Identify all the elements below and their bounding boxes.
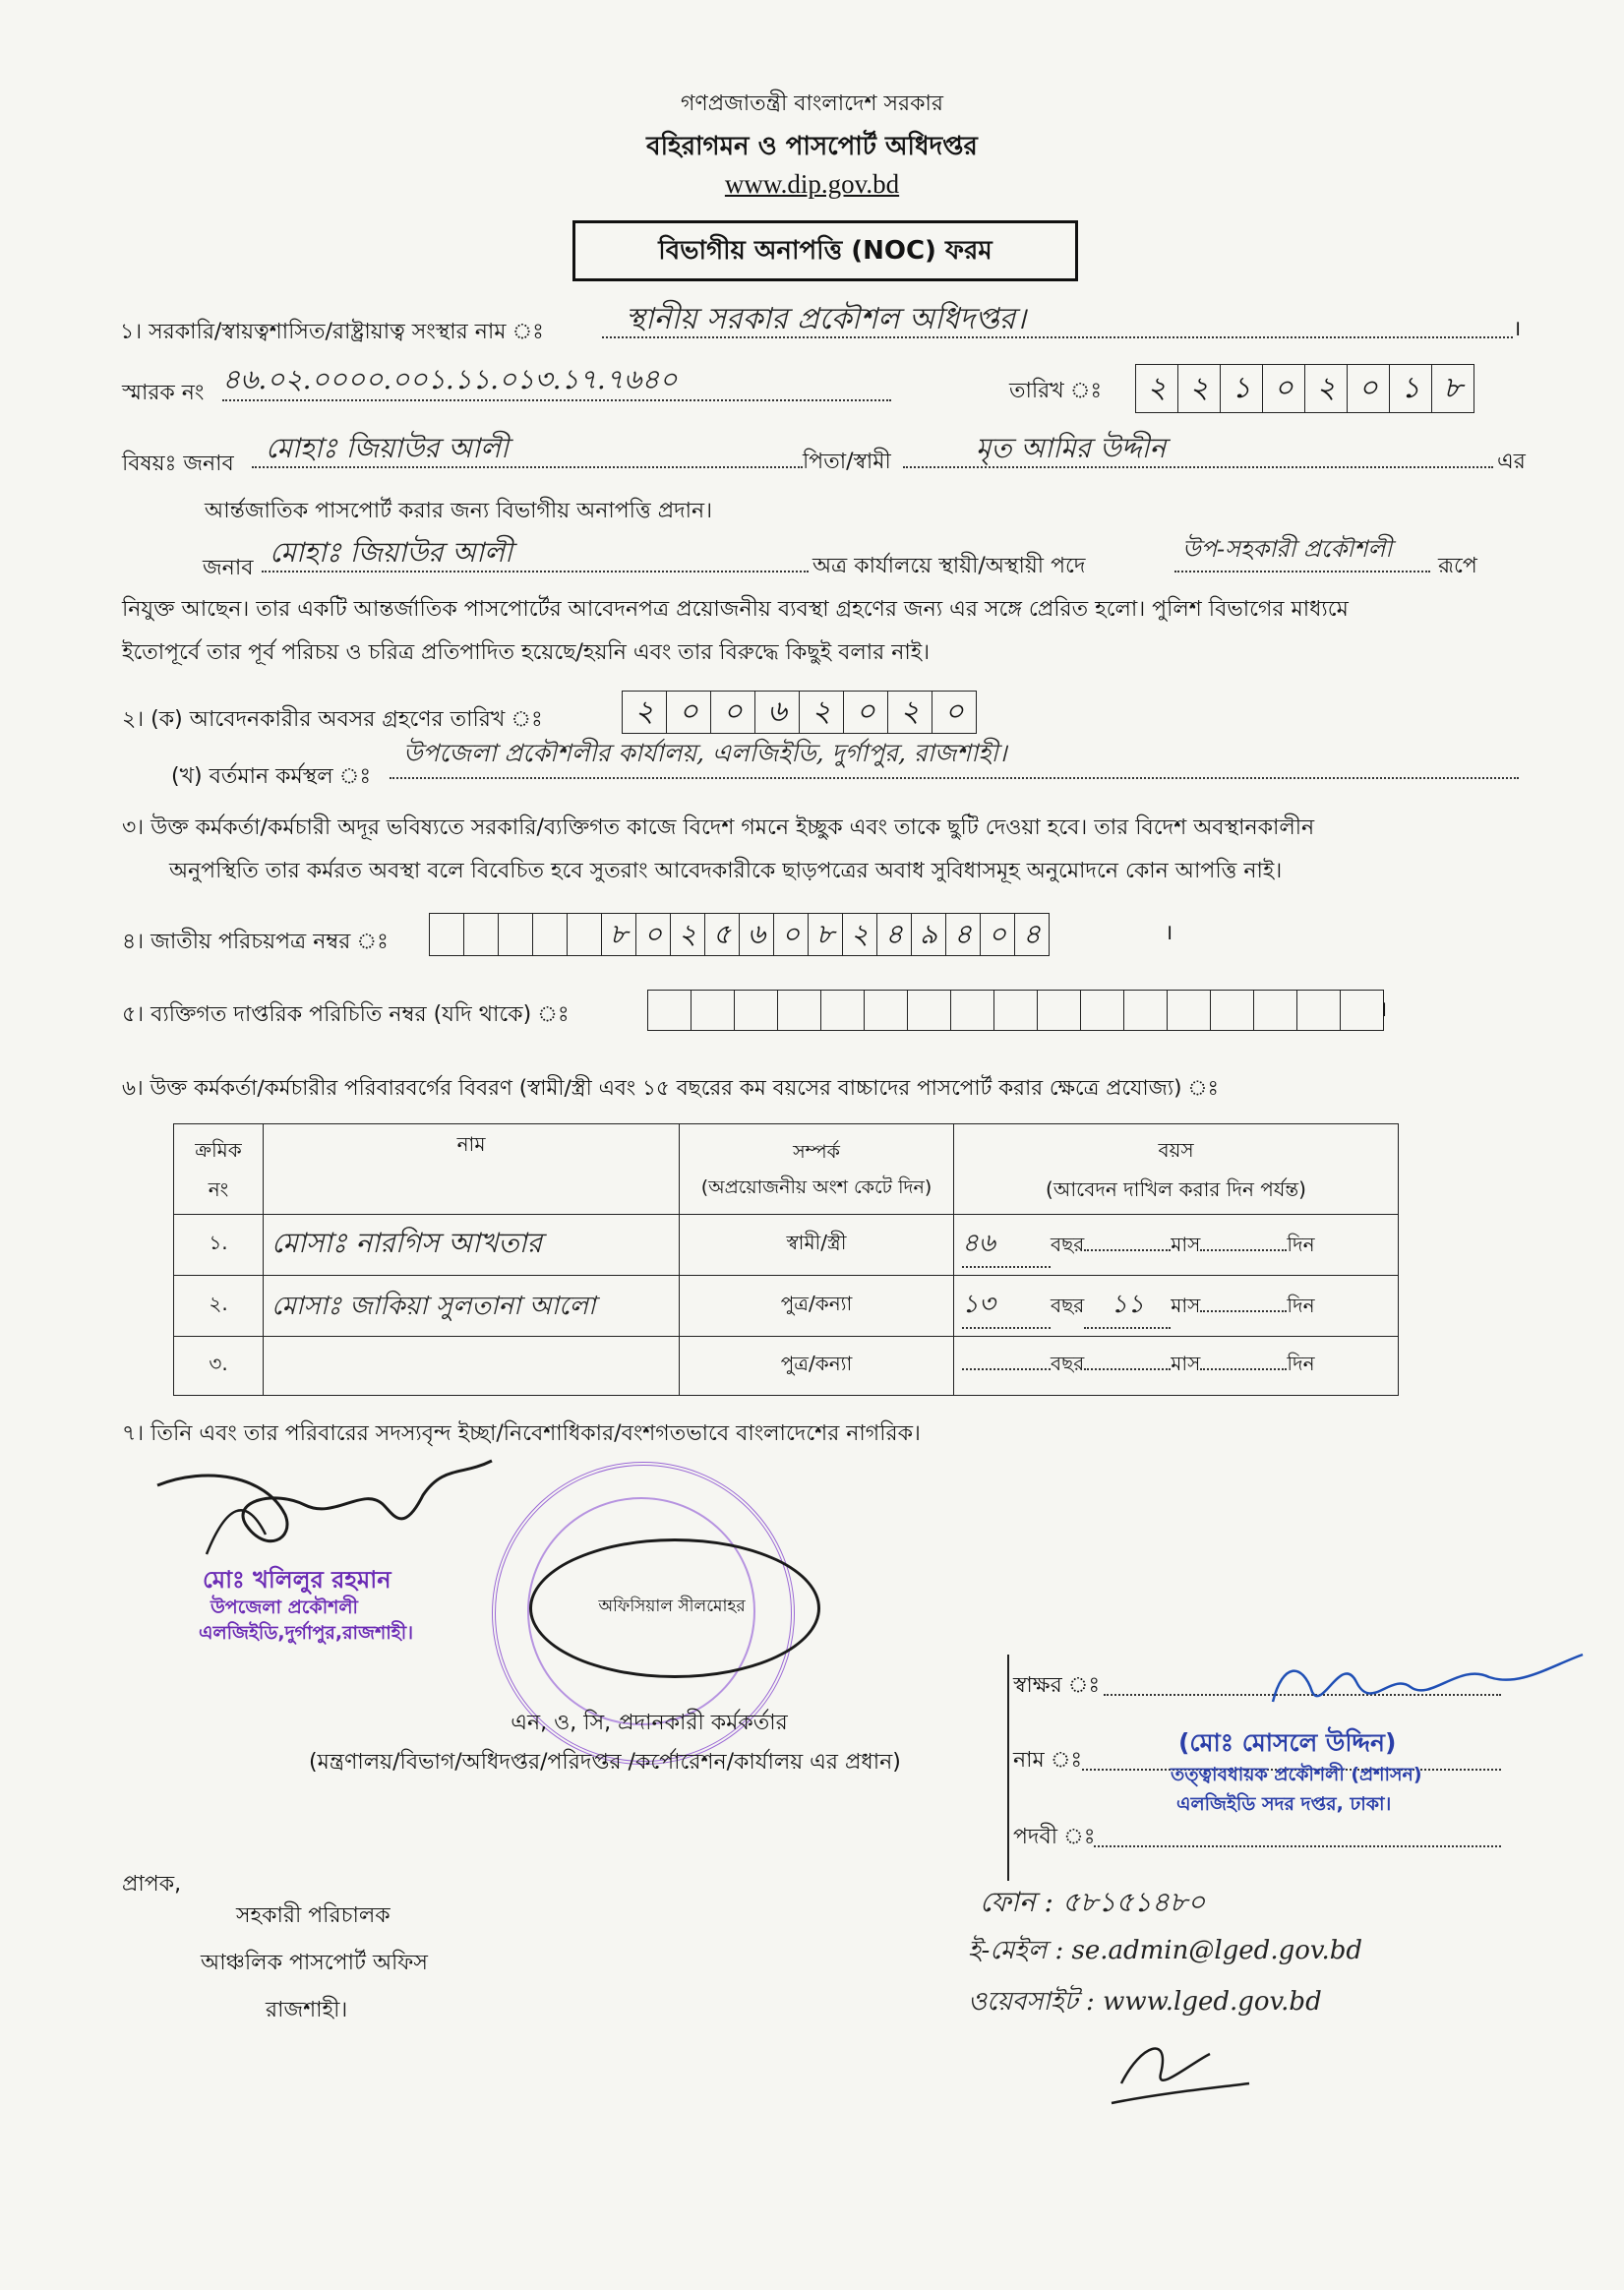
row-name[interactable] — [264, 1337, 680, 1396]
row-relation[interactable]: স্বামী/স্ত্রী — [680, 1215, 954, 1276]
year-label: বছর — [1051, 1232, 1085, 1256]
retirement-digit: ০ — [711, 691, 755, 734]
subject-name-field[interactable]: মোহাঃ জিয়াউর আলী — [252, 427, 803, 468]
day-label: দিন — [1287, 1352, 1315, 1375]
dept-header: বহিরাগমন ও পাসপোর্ট অধিদপ্তর — [646, 132, 978, 161]
table-row — [174, 1337, 1399, 1396]
personal-id-cell — [692, 990, 735, 1031]
date-label: তারিখ ঃ — [1009, 379, 1103, 403]
subject-label: বিষয়ঃ জনাব — [122, 452, 234, 476]
month-label: মাস — [1171, 1293, 1201, 1317]
left-signature — [148, 1446, 502, 1574]
subject-line2: আর্ন্তজাতিক পাসপোর্ট করার জন্য বিভাগীয় অনাপত্তি প্রদান। — [205, 499, 713, 523]
nid-cells[interactable] — [429, 913, 1050, 954]
right-stamp-name: (মোঃ মোসলে উদ্দিন) — [1178, 1728, 1397, 1757]
personal-id-cell — [908, 990, 951, 1031]
contact-email: ই-মেইল : se.admin@lged.gov.bd — [968, 1936, 1363, 1965]
nid-digit: ৪ — [877, 913, 912, 956]
personal-id-cell — [1211, 990, 1254, 1031]
personal-id-cell — [951, 990, 994, 1031]
row-age[interactable] — [954, 1215, 1399, 1276]
recipient-line1: সহকারী পরিচালক — [236, 1903, 391, 1928]
nid-digit: ৮ — [809, 913, 843, 956]
personal-id-cell — [778, 990, 821, 1031]
table-header-row — [174, 1124, 1399, 1215]
retirement-digit: ২ — [622, 691, 667, 734]
age-header-2: (আবেদন দাখিল করার দিন পর্যন্ত) — [1046, 1176, 1306, 1201]
issuer-line2: (মন্ত্রণালয়/বিভাগ/অধিদপ্তর/পরিদপ্তর /কর্পোরেশন/কার্যালয় এর প্রধান) — [309, 1750, 901, 1775]
gov-header: গণপ্রজাতন্ত্রী বাংলাদেশ সরকার — [680, 91, 944, 116]
para-mid: অত্র কার্যালয়ে স্থায়ী/অস্থায়ী পদে — [812, 554, 1086, 578]
col-serial — [174, 1124, 264, 1215]
col-name: নাম — [264, 1124, 680, 1215]
nid-digit: ৮ — [602, 913, 636, 956]
issuer-line1: এন, ও, সি, প্রদানকারী কর্মকর্তার — [511, 1711, 788, 1735]
nid-digit: ৯ — [912, 913, 946, 956]
personal-id-cell — [1038, 990, 1081, 1031]
post-sign-field[interactable] — [1094, 1820, 1501, 1847]
contact-phone: ফোন : ৫৮১৫১৪৮০ — [980, 1886, 1206, 1918]
age-days — [1200, 1249, 1287, 1251]
nid-digit: ২ — [671, 913, 705, 956]
retirement-digit: ০ — [667, 691, 711, 734]
retirement-digit: ৬ — [755, 691, 800, 734]
age-days — [1200, 1368, 1287, 1370]
personal-id-cell — [821, 990, 865, 1031]
nid-digit — [499, 913, 533, 956]
personal-id-cell — [865, 990, 908, 1031]
recipient-line2: আঞ্চলিক পাসপোর্ট অফিস — [201, 1951, 428, 1975]
nid-digit: ৫ — [705, 913, 740, 956]
para-line3: ইতোপূর্বে তার পূর্ব পরিচয় ও চরিত্র প্রতিপাদিত হয়েছে/হয়নি এবং তার বিরুদ্ধে কিছুই বলার নাই। — [122, 640, 931, 665]
left-stamp-name: মোঃ খলিলুর রহমান — [203, 1566, 391, 1594]
table-row — [174, 1276, 1399, 1337]
post-field[interactable]: উপ-সহকারী প্রকৌশলী — [1174, 531, 1430, 572]
personal-id-cell — [1341, 990, 1384, 1031]
item5-end: । — [1379, 997, 1388, 1022]
row-name[interactable]: মোসাঃ নারগিস আখতার — [264, 1215, 680, 1276]
memo-label: স্মারক নং — [122, 381, 205, 405]
year-label: বছর — [1051, 1293, 1085, 1317]
item4-end: । — [1165, 921, 1173, 945]
item6-label: ৬। উক্ত কর্মকর্তা/কর্মচারীর পরিবারবর্গের বিবরণ (স্বামী/স্ত্রী এবং ১৫ বছরের কম বয়সের বাচ্চাদের পাসপোর্ট করার ক্ষেত্রে প্রযোজ্য) ঃ — [122, 1076, 1220, 1101]
seal-label: অফিসিয়াল সীলমোহর — [598, 1597, 746, 1616]
nid-digit: ০ — [774, 913, 809, 956]
father-name-field[interactable]: মৃত আমির উদ্দীন — [903, 427, 1493, 468]
left-stamp-post: উপজেলা প্রকৌশলী — [211, 1597, 358, 1618]
sign-label: স্বাক্ষর ঃ — [1013, 1673, 1101, 1698]
memo-number-field[interactable]: ৪৬.০২.০০০০.০০১.১১.০১৩.১৭.৭৬৪০ — [222, 358, 891, 401]
nid-digit: ০ — [981, 913, 1015, 956]
date-digit: ২ — [1178, 364, 1221, 413]
para-name-field[interactable]: মোহাঃ জিয়াউর আলী — [262, 531, 809, 572]
nid-digit: ৪ — [1015, 913, 1050, 956]
para-line2: নিযুক্ত আছেন। তার একটি আন্তর্জাতিক পাসপোর্টের আবেদনপত্র প্রয়োজনীয় ব্যবস্থা গ্রহণের জন্য এর সঙ্গে প্রেরিত হলো। পুলিশ বিভাগের মাধ্যমে — [122, 597, 1349, 622]
age-header-1: বয়স — [1158, 1137, 1194, 1162]
row-age[interactable] — [954, 1337, 1399, 1396]
item1-label: ১। সরকারি/স্বায়ত্বশাসিত/রাষ্ট্রায়াত্ব সংস্থার নাম ঃ — [120, 320, 544, 344]
relation-header-2: (অপ্রয়োজনীয় অংশ কেটে দিন) — [700, 1175, 932, 1198]
retirement-digit: ২ — [888, 691, 932, 734]
right-signature — [1263, 1643, 1588, 1721]
personal-id-cell — [994, 990, 1038, 1031]
day-label: দিন — [1287, 1232, 1315, 1256]
row-serial: ২. — [174, 1276, 264, 1337]
para-label: জনাব — [203, 556, 254, 580]
month-label: মাস — [1171, 1352, 1201, 1375]
item4-label: ৪। জাতীয় পরিচয়পত্র নম্বর ঃ — [122, 930, 389, 954]
date-digit: ১ — [1390, 364, 1432, 413]
personal-id-cell — [1124, 990, 1168, 1031]
age-years: ৪৬ — [962, 1223, 1051, 1268]
item2b-label: (খ) বর্তমান কর্মস্থল ঃ — [171, 764, 372, 789]
recipient-line3: রাজশাহী। — [266, 1998, 348, 2022]
row-name[interactable]: মোসাঃ জাকিয়া সুলতানা আলো — [264, 1276, 680, 1337]
name-label: নাম ঃ — [1013, 1748, 1083, 1773]
age-years — [962, 1368, 1051, 1370]
age-months: ১১ — [1084, 1284, 1171, 1329]
left-stamp-office: এলজিইডি,দুর্গাপুর,রাজশাহী। — [199, 1622, 413, 1644]
nid-digit — [568, 913, 602, 956]
nid-digit: ৬ — [740, 913, 774, 956]
personal-id-cell — [1297, 990, 1341, 1031]
day-label: দিন — [1287, 1293, 1315, 1317]
right-stamp-office: এলজিইডি সদর দপ্তর, ঢাকা। — [1176, 1793, 1392, 1815]
date-digit: ০ — [1263, 364, 1305, 413]
personal-id-cell — [1168, 990, 1211, 1031]
family-table — [173, 1123, 1399, 1396]
subject-suffix: এর — [1497, 450, 1526, 474]
age-days — [1200, 1310, 1287, 1312]
row-age[interactable] — [954, 1276, 1399, 1337]
contact-web: ওয়েবসাইট : www.lged.gov.bd — [968, 1987, 1322, 2017]
right-stamp-post: তত্ত্বাবধায়ক প্রকৌশলী (প্রশাসন) — [1171, 1764, 1422, 1785]
sign-block-divider — [1007, 1655, 1009, 1881]
table-row — [174, 1215, 1399, 1276]
personal-id-cell — [647, 990, 692, 1031]
year-label: বছর — [1051, 1352, 1085, 1375]
nid-digit — [464, 913, 499, 956]
nid-digit — [533, 913, 568, 956]
date-digit: ১ — [1221, 364, 1263, 413]
org-name-field[interactable]: স্থানীয় সরকার প্রকৌশল অধিদপ্তর। — [602, 295, 1513, 338]
item3-line1: ৩। উক্ত কর্মকর্তা/কর্মচারী অদূর ভবিষ্যতে সরকারি/ব্যক্তিগত কাজে বিদেশ গমনে ইচ্ছুক এবং তাকে ছুটি দেওয়া হবে। তার বিদেশ অবস্থানকালীন — [122, 815, 1315, 840]
row-serial: ১. — [174, 1215, 264, 1276]
date-cells[interactable] — [1135, 364, 1474, 411]
father-label: পিতা/স্বামী — [803, 450, 891, 474]
personal-id-cells[interactable] — [647, 990, 1384, 1029]
serial-header-1: ক্রমিক — [195, 1137, 242, 1162]
retirement-date-cells[interactable] — [622, 691, 977, 732]
item5-label: ৫। ব্যক্তিগত দাপ্তরিক পরিচিতি নম্বর (যদি থাকে) ঃ — [122, 1002, 570, 1027]
date-digit: ২ — [1305, 364, 1348, 413]
form-title: বিভাগীয় অনাপত্তি (NOC) ফরম — [572, 220, 1078, 281]
nid-digit: ০ — [636, 913, 671, 956]
nid-digit: ২ — [843, 913, 877, 956]
row-relation[interactable]: পুত্র/কন্যা — [680, 1276, 954, 1337]
website-link[interactable]: www.dip.gov.bd — [724, 169, 900, 199]
nid-digit: ৪ — [946, 913, 981, 956]
initial-signature — [1102, 2024, 1259, 2113]
date-digit: ৮ — [1432, 364, 1474, 413]
personal-id-cell — [1081, 990, 1124, 1031]
item3-line2: অনুপস্থিতি তার কর্মরত অবস্থা বলে বিবেচিত হবে সুতরাং আবেদকারীকে ছাড়পত্রের অবাধ সুবিধাসমূহ অনুমোদনে কোন আপত্তি নাই। — [169, 859, 1283, 883]
retirement-digit: ০ — [932, 691, 977, 734]
month-label: মাস — [1171, 1232, 1201, 1256]
retirement-digit: ০ — [844, 691, 888, 734]
retirement-digit: ২ — [800, 691, 844, 734]
col-age — [954, 1124, 1399, 1215]
item7-text: ৭। তিনি এবং তার পরিবারের সদস্যবৃন্দ ইচ্ছা/নিবেশাধিকার/বংশগতভাবে বাংলাদেশের নাগরিক। — [122, 1421, 921, 1446]
personal-id-cell — [1254, 990, 1297, 1031]
workplace-field[interactable]: উপজেলা প্রকৌশলীর কার্যালয়, এলজিইডি, দুর্গাপুর, রাজশাহী। — [390, 734, 1519, 779]
age-months — [1084, 1249, 1171, 1251]
post-label: পদবী ঃ — [1013, 1825, 1096, 1849]
age-months — [1084, 1368, 1171, 1370]
age-years: ১৩ — [962, 1284, 1051, 1329]
item2a-label: ২। (ক) আবেদনকারীর অবসর গ্রহণের তারিখ ঃ — [122, 707, 543, 732]
row-relation[interactable]: পুত্র/কন্যা — [680, 1337, 954, 1396]
serial-header-2: নং — [208, 1176, 229, 1201]
nid-digit — [429, 913, 464, 956]
date-digit: ০ — [1348, 364, 1390, 413]
para-end: রূপে — [1438, 554, 1477, 578]
relation-header-1: সম্পর্ক — [793, 1140, 840, 1163]
row-serial: ৩. — [174, 1337, 264, 1396]
recipient-label: প্রাপক, — [122, 1872, 182, 1897]
date-digit: ২ — [1135, 364, 1178, 413]
personal-id-cell — [735, 990, 778, 1031]
col-relation — [680, 1124, 954, 1215]
item1-end: । — [1513, 317, 1522, 341]
